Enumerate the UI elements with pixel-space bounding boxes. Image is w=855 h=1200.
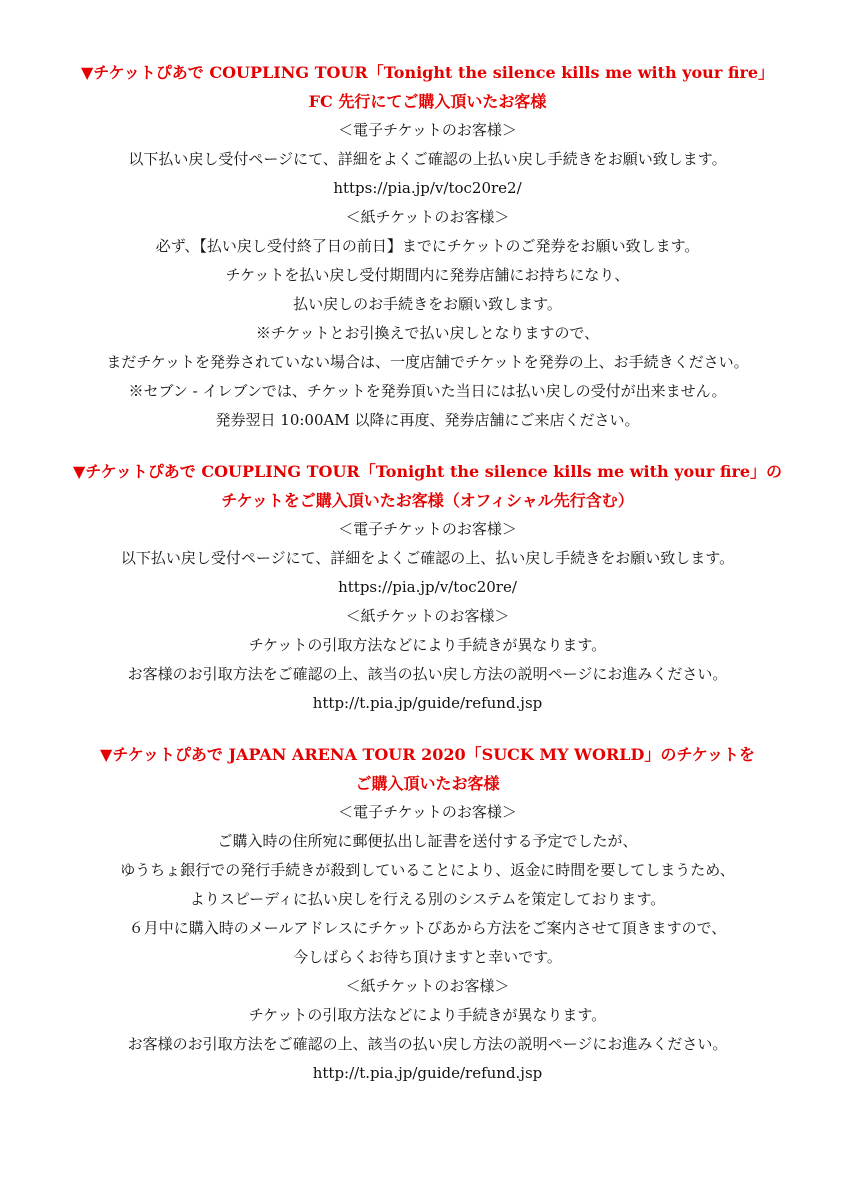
- body-line: 払い戻しのお手続きをお願い致します。: [293, 295, 562, 313]
- body-line: ６月中に購入時のメールアドレスにチケットぴあから方法をご案内させて頂きますので、: [128, 919, 727, 937]
- body-line: ゆうちょ銀行での発行手続きが殺到していることにより、返金に時間を要してしまうため、: [120, 861, 735, 879]
- subheading-paper-ticket: ＜紙チケットのお客様＞: [345, 977, 510, 995]
- refund-notice-document: [0, 58, 855, 1088]
- refund-url-link[interactable]: https://pia.jp/v/toc20re2/: [333, 179, 522, 197]
- body-line: 必ず、【払い戻し受付終了日の前日】までにチケットのご発券をお願い致します。: [155, 237, 700, 255]
- section-heading-line: チケットをご購入頂いたお客様（オフィシャル先行含む）: [221, 491, 634, 510]
- section-heading-line: ▼チケットぴあで COUPLING TOUR「Tonight the silence kills me with your fire」: [80, 63, 775, 82]
- body-line: 以下払い戻し受付ページにて、詳細をよくご確認の上、払い戻し手続きをお願い致します。: [120, 549, 735, 567]
- body-line: ※セブン - イレブンでは、チケットを発券頂いた当日には払い戻しの受付が出来ません。: [128, 382, 727, 400]
- body-line: まだチケットを発券されていない場合は、一度店舗でチケットを発券の上、お手続きください。: [106, 353, 749, 371]
- body-line: 発券翌日 10:00AM 以降に再度、発券店舗にご来店ください。: [215, 411, 640, 429]
- body-line: チケットを払い戻し受付期間内に発券店舗にお持ちになり、: [225, 266, 630, 284]
- subheading-e-ticket: ＜電子チケットのお客様＞: [338, 520, 517, 538]
- body-line: ご購入時の住所宛に郵便払出し証書を送付する予定でしたが、: [217, 832, 638, 850]
- refund-url-link[interactable]: https://pia.jp/v/toc20re/: [338, 578, 517, 596]
- section-heading-line: ▼チケットぴあで COUPLING TOUR「Tonight the silence kills me with your fire」の: [72, 462, 783, 481]
- body-line: チケットの引取方法などにより手続きが異なります。: [248, 1006, 607, 1024]
- section-heading-line: ご購入頂いたお客様: [355, 774, 500, 793]
- body-line: お客様のお引取方法をご確認の上、該当の払い戻し方法の説明ページにお進みください。: [127, 665, 728, 683]
- section-official-presale: [0, 457, 855, 718]
- section-fc-presale: [0, 58, 855, 435]
- body-line: ※チケットとお引換えで払い戻しとなりますので、: [255, 324, 600, 342]
- body-line: チケットの引取方法などにより手続きが異なります。: [248, 636, 607, 654]
- subheading-e-ticket: ＜電子チケットのお客様＞: [338, 121, 517, 139]
- body-line: お客様のお引取方法をご確認の上、該当の払い戻し方法の説明ページにお進みください。: [127, 1035, 728, 1053]
- refund-guide-link[interactable]: http://t.pia.jp/guide/refund.jsp: [312, 1064, 543, 1082]
- body-line: よりスピーディに払い戻しを行える別のシステムを策定しております。: [189, 890, 666, 908]
- subheading-e-ticket: ＜電子チケットのお客様＞: [338, 803, 517, 821]
- body-line: 今しばらくお待ち頂けますと幸いです。: [293, 948, 562, 966]
- section-heading-line: ▼チケットぴあで JAPAN ARENA TOUR 2020「SUCK MY WORLD」のチケットを: [100, 745, 755, 764]
- section-arena-tour: [0, 740, 855, 1088]
- refund-guide-link[interactable]: http://t.pia.jp/guide/refund.jsp: [312, 694, 543, 712]
- section-heading-line: FC 先行にてご購入頂いたお客様: [308, 92, 547, 111]
- subheading-paper-ticket: ＜紙チケットのお客様＞: [345, 208, 510, 226]
- body-line: 以下払い戻し受付ページにて、詳細をよくご確認の上払い戻し手続きをお願い致します。: [128, 150, 727, 168]
- subheading-paper-ticket: ＜紙チケットのお客様＞: [345, 607, 510, 625]
